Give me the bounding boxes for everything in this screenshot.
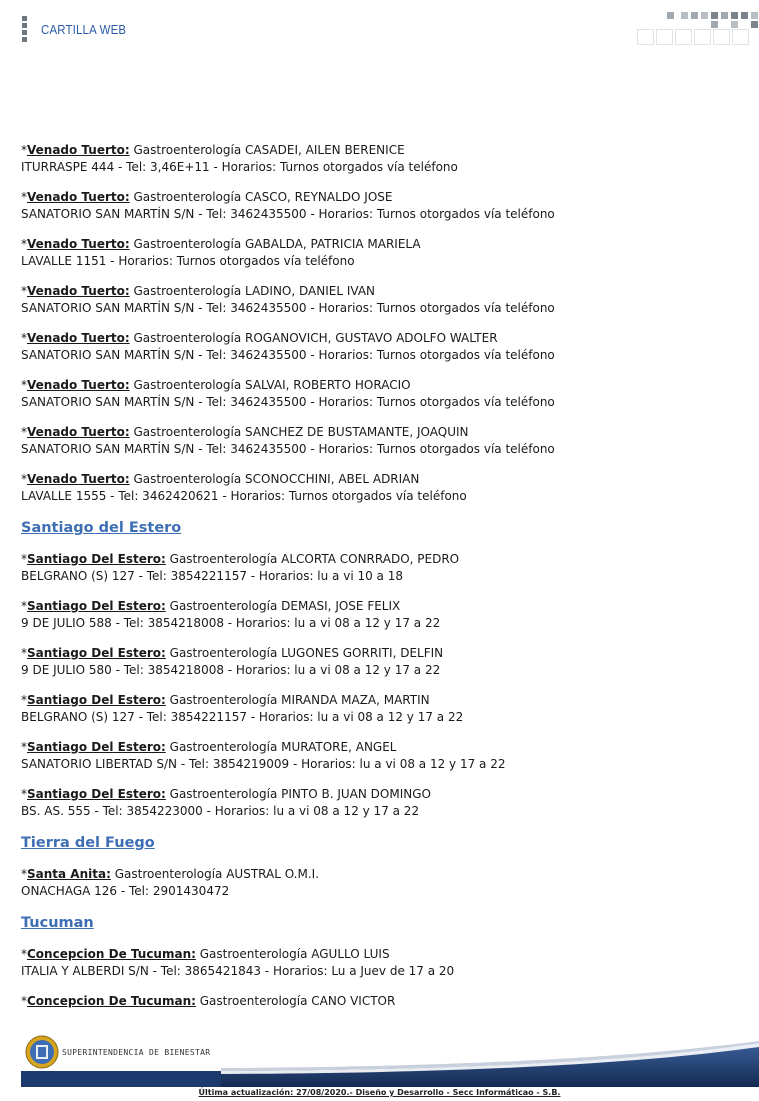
list-item: *Venado Tuerto: Gastroenterología SCONOCCHINI, ABEL ADRIAN LAVALLE 1555 - Tel: 3462420621 - Horarios: Turnos otorgados vía teléfono	[21, 472, 467, 503]
footer-update-note: Última actualización: 27/08/2020.- Diseño y Desarrollo - Secc Informáticao - S.B.	[198, 1088, 561, 1097]
listing-content	[21, 142, 741, 1023]
venado-tuerto-list	[21, 142, 741, 505]
section-heading-santiago: Santiago del Estero	[21, 520, 182, 536]
list-item: *Santiago Del Estero: Gastroenterología PINTO B. JUAN DOMINGO BS. AS. 555 - Tel: 3854223000 - Horarios: lu a vi 08 a 12 y 17 a 22	[21, 787, 431, 818]
section-heading-tucuman: Tucuman	[21, 915, 94, 931]
list-item: *Venado Tuerto: Gastroenterología LADINO, DANIEL IVAN SANATORIO SAN MARTÍN S/N - Tel: 3462435500 - Horarios: Turnos otorgados vía teléfono	[21, 284, 555, 315]
footer-brand: SUPERINTENDENCIA DE BIENESTAR	[62, 1048, 211, 1057]
page-title: CARTILLA WEB	[41, 22, 127, 37]
list-item: *Santiago Del Estero: Gastroenterología MURATORE, ANGEL SANATORIO LIBERTAD S/N - Tel: 3854219009 - Horarios: lu a vi 08 a 12 y 17 a 22	[21, 740, 506, 771]
list-item: *Santiago Del Estero: Gastroenterología MIRANDA MAZA, MARTIN BELGRANO (S) 127 - Tel: 3854221157 - Horarios: lu a vi 08 a 12 y 17 a 22	[21, 693, 464, 724]
header-decoration	[637, 12, 759, 46]
tucuman-list	[21, 946, 741, 1010]
list-item: *Concepcion De Tucuman: Gastroenterología AGULLO LUIS ITALIA Y ALBERDI S/N - Tel: 3865421843 - Horarios: Lu a Juev de 17 a 20	[21, 947, 455, 978]
list-item: *Venado Tuerto: Gastroenterología ROGANOVICH, GUSTAVO ADOLFO WALTER SANATORIO SAN MARTÍN S/N - Tel: 3462435500 - Horarios: Turnos otorgados vía teléfono	[21, 331, 555, 362]
list-item: *Venado Tuerto: Gastroenterología CASCO, REYNALDO JOSE SANATORIO SAN MARTÍN S/N - Tel: 3462435500 - Horarios: Turnos otorgados vía teléfono	[21, 190, 555, 221]
list-item: *Venado Tuerto: Gastroenterología GABALDA, PATRICIA MARIELA LAVALLE 1151 - Horarios: Turnos otorgados vía teléfono	[21, 237, 421, 268]
header-accent-bar	[22, 16, 27, 46]
list-item: *Venado Tuerto: Gastroenterología CASADEI, AILEN BERENICE ITURRASPE 444 - Tel: 3,46E+11 - Horarios: Turnos otorgados vía teléfono	[21, 143, 458, 174]
section-heading-tierra-del-fuego: Tierra del Fuego	[21, 835, 155, 851]
list-item: *Santiago Del Estero: Gastroenterología LUGONES GORRITI, DELFIN 9 DE JULIO 580 - Tel: 3854218008 - Horarios: lu a vi 08 a 12 y 17 a 22	[21, 646, 444, 677]
list-item: *Venado Tuerto: Gastroenterología SANCHEZ DE BUSTAMANTE, JOAQUIN SANATORIO SAN MARTÍN S/N - Tel: 3462435500 - Horarios: Turnos otorgados vía teléfono	[21, 425, 555, 456]
list-item: *Venado Tuerto: Gastroenterología SALVAI, ROBERTO HORACIO SANATORIO SAN MARTÍN S/N - Tel: 3462435500 - Horarios: Turnos otorgados vía teléfono	[21, 378, 555, 409]
tierra-del-fuego-list	[21, 866, 741, 900]
santiago-list	[21, 551, 741, 820]
logo-icon	[25, 1034, 59, 1070]
list-item: *Concepcion De Tucuman: Gastroenterología CANO VICTOR	[21, 994, 396, 1008]
list-item: *Santiago Del Estero: Gastroenterología DEMASI, JOSE FELIX 9 DE JULIO 588 - Tel: 3854218008 - Horarios: lu a vi 08 a 12 y 17 a 22	[21, 599, 441, 630]
list-item: *Santiago Del Estero: Gastroenterología ALCORTA CONRRADO, PEDRO BELGRANO (S) 127 - Tel: 3854221157 - Horarios: lu a vi 10 a 18	[21, 552, 460, 583]
list-item: *Santa Anita: Gastroenterología AUSTRAL O.M.I. ONACHAGA 126 - Tel: 2901430472	[21, 867, 320, 898]
